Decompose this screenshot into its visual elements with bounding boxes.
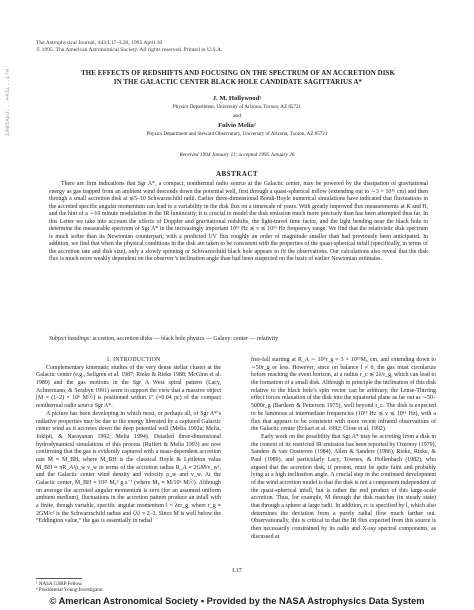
right-column (251, 357, 436, 542)
received-dates: Received 1994 January 11; accepted 1995 January 26 (179, 152, 295, 158)
title-line-1: THE EFFECTS OF REDSHIFTS AND FOCUSING ON THE SPECTRUM OF AN ACCRETION DISK (81, 70, 395, 77)
footnote-1: ¹ NASA GSRP Fellow. (36, 581, 83, 587)
author-2-affiliation: Physics Department and Steward Observatory, University of Arizona, Tucson, AZ 85721 (146, 131, 328, 137)
and-word: and (232, 113, 242, 119)
ads-footer-text: © American Astronomical Society • Provided by the NASA Astrophysics Data System (49, 596, 425, 606)
right-paragraph-1: free-fall starting at R_A ∼ 10⁵r_g ≈ 3 × 10¹⁶M₆ cm, and extending down to ∼50r_g or less. However, since on balance l ≠ 0, the gas must circularize before reaching the event horizon, at a radius r_c ≲ 2λ²r_g, which can lead to the formation of a small disk. Although in principle the inclination of this disk relative to the black hole’s spin vector can be arbitrary, the Lense-Thirring effect forces relaxation of the disk into the equatorial plane as far out as ∼50–5000r_g (Bardeen & Petterson 1975), well beyond r_c. The disk is expected to be luminous at intermediate frequencies (10¹³ Hz ≲ ν ≲ 10¹⁶ Hz), with a flux that appears to be consistent with more recent infrared observations of the Galactic center (Eckart et al. 1992; Close et al. 1992). (251, 357, 436, 433)
left-paragraph-2: A picture has been developing in which most, or perhaps all, of Sgr A*’s radiative properties may be due to the energy liberated by a captured Galactic center wind as it accretes down the deep potential well (Melia 1992a; Melia, Jokipii, & Narayanan 1992; Melia 1994). Detailed three-dimensional hydrodynamical simulations of this process (Ruffert & Melia 1993) are now confirming that the gas is evidently captured with a mass-dependent accretion rate Ṁ ≈ Ṁ_BH, where Ṁ_BH is the classical Hoyle & Lyttleton value Ṁ_BH ≡ πR_A²ρ_w v_w in terms of the accretion radius R_A ≡ 2GM/v_w², and the Galactic center wind density and velocity ρ_w and v_w. At the Galactic center, Ṁ_BH ≈ 10²¹ M₆² g s⁻¹ (where M₆ ≡ M/10⁶ M☉). Although on average the accreted angular momentum is zero (for an assumed uniform ambient medium), fluctuations in the accretion pattern produce an infall with a finite, though variable, specific angular momentum l = λcr_g, where r_g ≡ 2GM/c² is the Schwarzschild radius and ⟨λ⟩ ≈ 2–3. Since Ṁ is well below the “Eddington value,” the gas is essentially in radial (36, 410, 221, 525)
footnote-rule (36, 578, 82, 579)
author-1-affiliation: Physics Department, University of Arizona, Tucson, AZ 85721 (172, 104, 302, 110)
left-paragraph-1: Complementary kinematic studies of the very dense stellar cluster at the Galactic center (e.g., Sellgren et al. 1987; Rieke & Rieke 1988; McGinn et al. 1989) and the gas motions in the Sgr A West spiral pattern (Lacy, Achtermann, & Serabyn 1991) seem to support the view that a massive object [M ≈ (1–2) × 10⁶ M☉] is positioned within 1″ (≈0.04 pc) of the compact nonthermal radio source Sgr A*. (36, 364, 221, 410)
page-number: L17 (232, 568, 242, 574)
author-1-name: J. M. Hollywood¹ (212, 95, 262, 102)
subject-list: accretion, accretion disks — black hole physics — Galaxy: center — relativity (92, 336, 279, 342)
section-heading: 1. INTRODUCTION (106, 357, 161, 363)
journal-citation: The Astrophysical Journal, 443:L17–L20, 1995 April 10 (36, 40, 163, 46)
bibcode-stamp: 1995ApJ...443L..17H (4, 68, 11, 136)
title-line-2: IN THE GALACTIC CENTER BLACK HOLE CANDIDATE SAGITTARIUS A* (113, 79, 363, 86)
copyright-notice: © 1995. The American Astronomical Society. All rights reserved. Printed in U.S.A. (36, 47, 223, 53)
right-paragraph-2: Early work on the possibility that Sgr A* may be accreting from a disk in the context of its restricted IR emission has been reported by Ozernoy (1979), Sanders & van Oosterom (1984), Allen & Sanders (1986), Rieke, Rieke, & Paul (1989), and particularly Lacy, Townes, & Hollenbach (1982), who argued that the accretion disk, if present, must be quite faint and probably lying at a high inclination angle. A crucial step in the continued development of the wind accretion model is that the disk is not a component independent of the quasi-spherical infall, but is rather the end product of this large-scale accretion. Thus, for example, Ṁ through the disk matches (in steady state) that through a sphere at large radii. In addition, rc is specified by l, which also determines the deviation from a purely radial flow much farther out. Observationally, this is critical in that the IR flux expected from this source is then necessarily constrained by its radio and X-ray spectral components, as discussed at (251, 433, 436, 540)
subject-label: Subject headings: (49, 336, 92, 342)
left-column (36, 357, 221, 526)
paper-title (56, 69, 420, 87)
abstract-heading: ABSTRACT (215, 170, 259, 178)
subject-headings (49, 336, 428, 342)
author-2-name: Fulvio Melia² (218, 122, 256, 129)
footnote-2: ² Presidential Young Investigator. (36, 587, 104, 593)
abstract-text: There are firm indications that Sgr A*, a compact, nonthermal radio source at the Galactic center, may be powered by the dissipation of gravitational energy as gas trapped from an ambient wind descends down the potential well, first through a quasi-spherical inflow (extending out to ∼3 × 10¹⁶ cm) and then through a small accretion disk at ≲5–10 Schwarzschild radii. Earlier three-dimensional Bondi-Hoyle numerical simulations have indicated that fluctuations in the accreted specific angular momentum can lead to a variability in the disk flux on a timescale of years. With greatly improved flux measurements at K and H, and the hint of a ∼10 minute modulation in the IR luminosity, it is crucial to model the disk emission much more precisely than has been attempted thus far. In this Letter we take into account the effects of Doppler and gravitational redshifts, the light-travel time factor, and the light bending near the black hole to determine the measurable spectrum of Sgr A* in the increasingly important 10¹³ Hz ≲ ν ≲ 10¹⁶ Hz frequency range. We find that the relativistic disk spectrum is much softer than its Newtonian counterpart, with a predicted UV flux roughly an order of magnitude smaller than had previously been anticipated. In addition, we find that when the physical conditions in the disk are taken to be consistent with the properties of the quasi-spherical infall (specifically, in terms of the accretion rate and disk size), only a slowly spinning or Schwarzschild black hole appears to fit the observations. Our calculations also reveal that the disk flux is much more weakly dependent on the observer’s inclination angle than had been suspected on the basis of earlier Newtonian estimates. (49, 181, 428, 263)
